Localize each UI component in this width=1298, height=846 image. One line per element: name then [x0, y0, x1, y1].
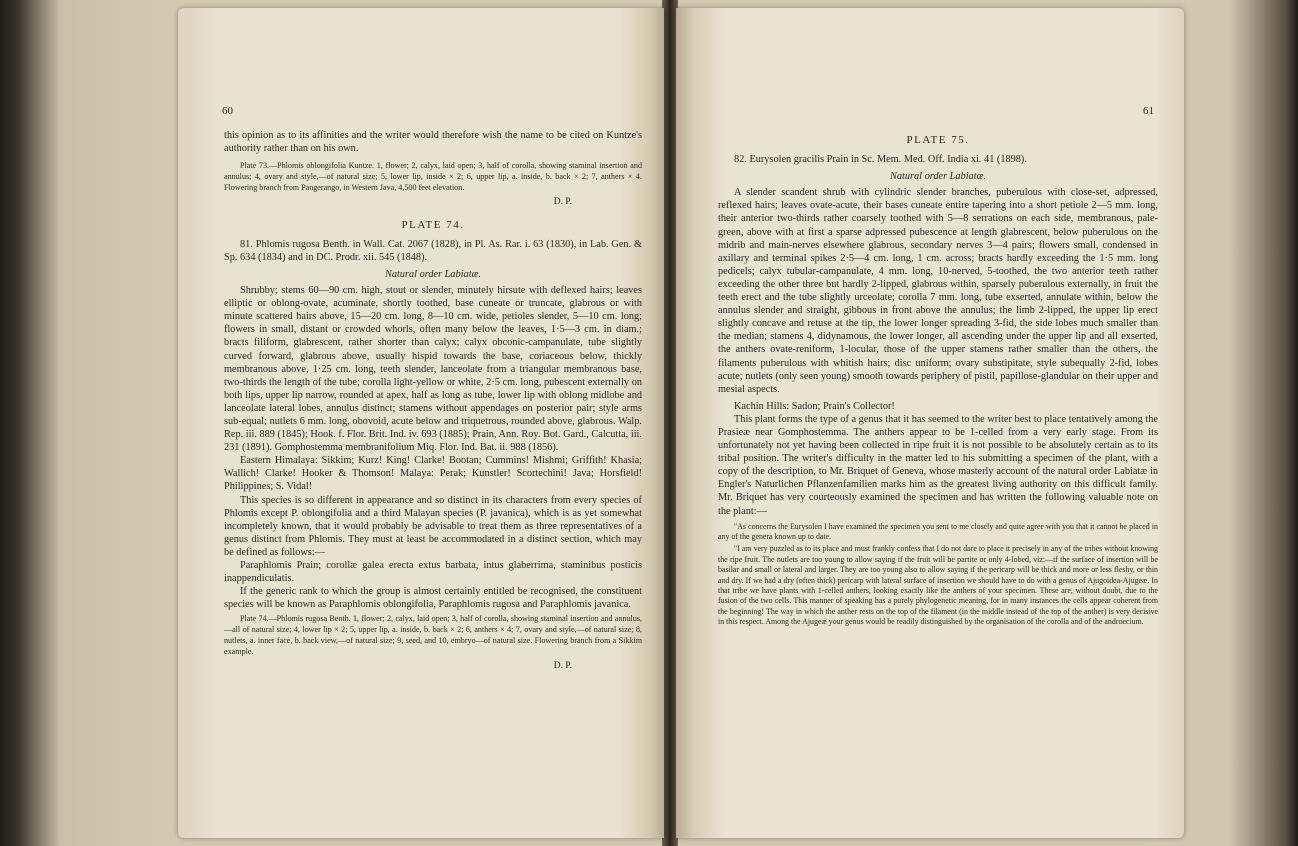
left-page	[178, 8, 664, 838]
discussion-left: This species is so different in appearance and so distinct in its characters from every species of Phlomis except P. oblongifolia and a third Malayan species (P. javanica), which is as yet somewhat incompletely known, that it would probably be advisable to treat them as three representatives of a genus distinct from Phlomis. They must at least be accommodated in a distinct section, which may be defined as follows:—	[224, 494, 642, 558]
species-description: Shrubby; stems 60—90 cm. high, stout or slender, minutely hirsute with deflexed hairs; leaves elliptic or oblong-ovate, acuminate, shortly toothed, base cuneate or truncate, glabrous or with minute scattered hairs above, 15—20 cm. long, 8—10 cm. wide, petioles slender, 5—10 cm. long; flowers in small, distant or crowded whorls, often many below the leaves, 1·5—3 cm. in diam.; bracts filiform, glabrescent, rather shorter than calyx; calyx obconic-campanulate, tube slightly curved forward, glabrous above, usually hispid towards the base, coriaceous below, thickly membranous above, 1·25 cm. long, teeth slender, lanceolate from a triangular membranous base, two-thirds the length of the tube; corolla light-yellow or white, 2·5 cm. long, pubescent externally on both lips, upper lip narrow, rounded at apex, half as long as tube, lower lip with oblong midlobe and lanceolate lateral lobes, annulus distinct; stamens without appendages on posterior pair; style arms sub-equal; nutlets 6 mm. long, obovoid, acute below and triquetrous, rounded above, glabrous. Walp. Rep. iii. 889 (1845); Hook. f. Flor. Brit. Ind. iv. 693 (1885); Prain, Ann. Roy. Bot. Gard., Calcutta, iii. 231 (1891). Gomphostemma membranifolium Miq. Flor. Ind. Bat. ii. 988 (1856).	[224, 285, 642, 454]
right-column	[718, 134, 1158, 628]
paraphlomis-diagnosis: Paraphlomis Prain; corollæ galea erecta extus barbata, intus glaberrima, staminibus posticis inappendiculatis.	[224, 560, 642, 585]
plate75-entry: 82. Eurysolen gracilis Prain in Sc. Mem. Med. Off. India xi. 41 (1898).	[734, 154, 1027, 166]
signature-1: D. P.	[553, 196, 572, 207]
locality: Kachin Hills: Sadon; Prain's Collector!	[734, 400, 895, 412]
distribution: Eastern Himalaya: Sikkim; Kurz! King! Clarke! Bootan; Cummins! Mishmi; Griffith! Khasia; Wallich! Clarke! Hooker & Thomson! Malaya: Perak; Kunstler! Scortechini! Java; Horsfield! Philippines; S. Vidal!	[224, 455, 642, 493]
plate75-title: PLATE 75.	[906, 134, 970, 146]
left-column	[224, 129, 642, 673]
generic-rank: If the generic rank to which the group is almost certainly entitled be recognised, the constituent species will be known as Paraphlomis oblongifolia, Paraphlomis rugosa and Paraphlomis javanica.	[224, 586, 642, 611]
plate73-caption: Plate 73.—Phlomis oblongifolia Kuntze. 1, flower; 2, calyx, laid open; 3, half of corolla, showing staminal insertion and annulus; 4, ovary and style,—of natural size; 5, lower lip, inside × 2; 6, upper lip, a. inside, b. back × 2; 7, anthers × 4. Flowering branch from Pangerango, in Western Java, 4,500 feet elevation.	[224, 161, 642, 192]
briquet-quote-2: "I am very puzzled as to its place and must frankly confess that I do not dare to place it precisely in any of the tribes without knowing the ripe fruit. The nutlets are too young to allow saying if the fruit will be partite or only 4-lobed, viz:—if the surface of insertion will be basilar and small or lateral and larger. They are too young also to allow saying if the pericarp will be thick and more or less fleshy, or thin and dry. If we had a dry (often thick) pericarp with lateral surface of insertion we should have to do with a genus of Ajugoidea-Ajugeæ. In that tribe we have plants with 1-celled anthers, looking exactly like the anthers of your specimen. These are, without doubt, due to the fusion of the two cells. This manner of speaking has a purely phylogenetic meaning, for in many instances the cells appear coherent from the beginning! The way in which the anther rests on the top of the filament (in the middle instead of the top of the anther) is very decisive in this respect. Among the Ajugeæ your genus would be readily distinguished by the organisation of the corolla and of the androecium.	[718, 544, 1158, 627]
natural-order-right: Natural order Labiatæ.	[889, 171, 987, 183]
briquet-quote-1: "As concerns the Eurysolen I have examined the specimen you sent to me closely and quite agree with you that it cannot be placed in any of the genera known up to date.	[718, 521, 1158, 542]
page-number-left: 60	[222, 105, 233, 117]
plate74-entry: 81. Phlomis rugosa Benth. in Wall. Cat. 2067 (1828), in Pl. As. Rar. i. 63 (1830), in Lab. Gen. & Sp. 634 (1834) and in DC. Prodr. xii. 545 (1848).	[224, 238, 642, 263]
page-number-right: 61	[1143, 105, 1154, 117]
plate74-title: PLATE 74.	[401, 218, 465, 231]
right-page	[676, 8, 1184, 838]
natural-order-left: Natural order Labiatæ.	[384, 268, 482, 280]
eurysolen-description: A slender scandent shrub with cylindric slender branches, puberulous with close-set, adpressed, reflexed hairs; leaves ovate-acute, their bases cuneate entire tapering into a short petiole 2—5 mm. long, their anterior two-thirds rather coarsely toothed with 5—8 serrations on each side, membranous, pale-green, above with at first a sparse adpressed pubescence at length glabrescent, below puberulous on the midrib and main-nerves elsewhere glabrous, secondary nerves 3—4 pairs; flowers small, condensed in axillary and terminal spikes 2·5—4 cm. long, 1 cm. across; bracts hardly exceeding the 1·5 mm. long pedicels; calyx tubular-campanulate, 4 mm. long, 10-nerved, 5-toothed, the two anterior teeth rather exceeding the other three but hardly 2-lipped, glabrous within, sparsely puberulous externally, in fruit the teeth erect and the tube slightly urceolate; corolla 7 mm. long, tube exserted, annulate within, below the annulus slender and straight, gibbous in front above the annulus; the limb 2-lipped, the upper lip erect slightly concave and retuse at the tip, the lower longer spreading 3-fid, the side lobes much smaller than the median; stamens 4, didynamous, the lower longer, all ascending under the upper lip and all exserted, the anthers ovate-reniform, 1-locular, those of the upper stamens rather smaller than the others, the filaments puberulous with whitish hairs; disc uniform; ovary substipitate, style subequally 2-fid, lobes acute; nutlets (only seen young) smooth towards periphery of pistil, papillose-glandular on their upper and mesial aspects.	[718, 187, 1158, 395]
plate74-caption: Plate 74.—Phlomis rugosa Benth. 1, flower; 2, calyx, laid open; 3, half of corolla, showing staminal insertion and annulus,—all of natural size; 4, lower lip × 2; 5, upper lip, a. inside, b. back × 2; 6, anthers × 4; 7, ovary and style,—of natural size; 8, nutlets, a. inner face, b. back view,—of natural size; 9, seed, and 10, embryo—of natural size. Flowering branch from a Sikkim example.	[224, 614, 642, 656]
intro-text: this opinion as to its affinities and the writer would therefore wish the name to be cited on Kuntze's authority rather than on his own.	[224, 130, 642, 155]
signature-2: D. P.	[553, 660, 572, 671]
discussion-right: This plant forms the type of a genus that it has seemed to the writer best to place tentatively among the Prasieæ near Gomphostemma. The anthers appear to be 1-celled from a very early stage. From its unfortunately not yet having been collected in ripe fruit it is not possible to be absolutely certain as to its tribal position. The writer's difficulty in the matter led to his submitting a specimen of the plant, with a copy of the description, to Mr. Briquet of Geneva, whose masterly account of the natural order Labiatæ in Engler's Naturlichen Pflanzenfamilien marks him as the greatest living authority on this difficult family. Mr. Briquet has very courteously examined the specimen and has written the following valuable note on the plant:—	[718, 413, 1158, 517]
